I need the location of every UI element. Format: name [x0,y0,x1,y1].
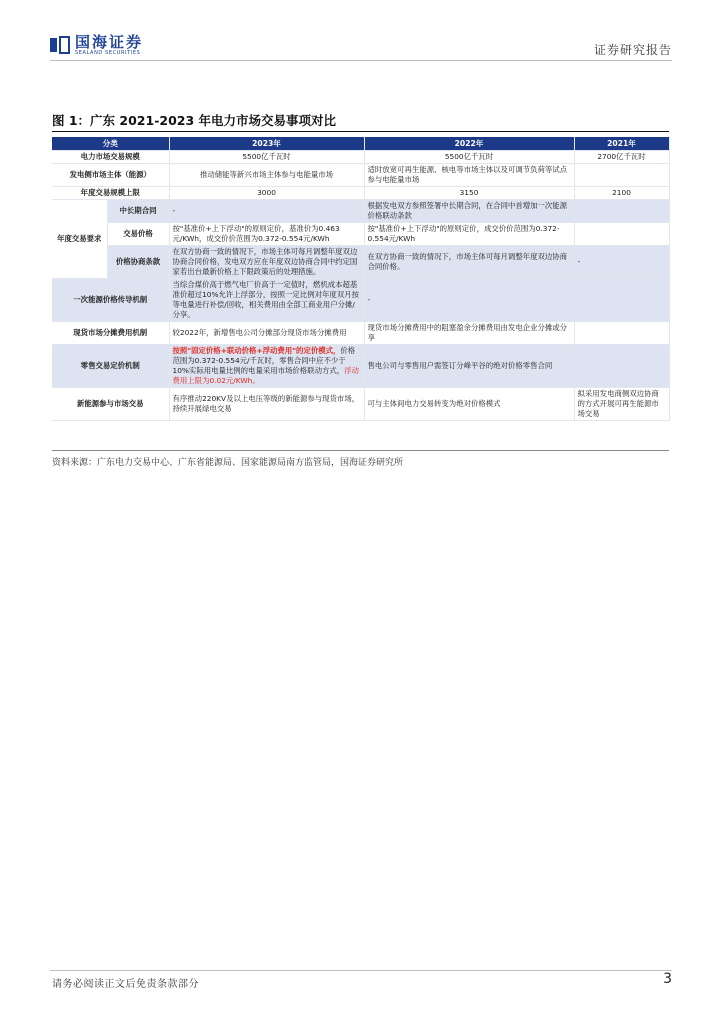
cell-2021 [574,200,669,223]
cell-2023: 按"基准价+上下浮动"的原则定价，基准价为0.463元/KWh，成交价价范围为0.372-0.554元/KWh [169,223,364,246]
row-label: 新能源参与市场交易 [52,388,169,421]
cell-2023: 有序推动220KV及以上电压等级的新能源参与现货市场，持续开展绿电交易 [169,388,364,421]
cell-2023: 当综合煤价高于燃气电厂价高于一定值时，燃机成本超基准价超过10%允许上浮部分，按照一定比例对年度双月按等电量进行补偿/回收，相关费用由全部工商业用户分摊/分享。 [169,279,364,322]
source-divider [52,450,669,451]
cell-2022: 现货市场分摊费用中的阻塞盈余分摊费用由发电企业分摊或分享 [364,322,574,345]
cell-2021: 2700亿千瓦时 [574,151,669,164]
row-label: 中长期合同 [107,200,169,223]
table-row [52,246,669,279]
report-type: 证券研究报告 [593,43,672,57]
brand-logo [50,34,143,56]
cell-2023: 3000 [169,187,364,200]
cell-2021: - [574,246,669,279]
row-label: 现货市场分摊费用机制 [52,322,169,345]
cell-2021 [574,322,669,345]
row-label: 年度交易规模上限 [52,187,169,200]
table-row [52,200,669,223]
cell-2023 [169,345,364,388]
cell-2021 [574,345,669,388]
footer-divider [50,970,672,971]
header-2021: 2021年 [574,137,669,151]
cell-2023: 5500亿千瓦时 [169,151,364,164]
cell-2021 [574,223,669,246]
row-label: 发电侧市场主体（能源） [52,164,169,187]
row-label: 交易价格 [107,223,169,246]
group-label: 年度交易要求 [52,200,107,279]
brand-name-en: SEALAND SECURITIES [75,50,141,56]
cell-2023: 推动储能等新兴市场主体参与电能量市场 [169,164,364,187]
cell-2022: - [364,279,574,322]
cell-2021: 拟采用发电商侧双边协商的方式开展可再生能源市场交易 [574,388,669,421]
header-category: 分类 [52,137,169,151]
table-row [52,345,669,388]
row-label: 电力市场交易规模 [52,151,169,164]
retail-pricing-mode: 按照"固定价格+联动价格+浮动费用"的定价模式， [172,346,341,355]
row-label: 价格协商条款 [107,246,169,279]
cell-2023: 在双方协商一致的情况下，市场主体可每月调整年度双边协商合同价格，发电双方应在年度双边协商合同中约定国家若出台最新价格上下限政策后的处理措施。 [169,246,364,279]
comparison-table [52,137,670,421]
figure-title: 图 1：广东 2021-2023 年电力市场交易事项对比 [52,113,337,128]
cell-2022: 按"基准价+上下浮动"的原则定价，成交价价范围为0.372-0.554元/KWh [364,223,574,246]
table-row [52,187,669,200]
brand-name-cn: 国海证券 [75,33,144,51]
cell-2023: - [169,200,364,223]
disclaimer-note: 请务必阅读正文后免责条款部分 [52,979,199,990]
cell-2021: 2100 [574,187,669,200]
cell-2022: 5500亿千瓦时 [364,151,574,164]
row-label: 零售交易定价机制 [52,345,169,388]
cell-2022: 适时放宽可再生能源、核电等市场主体以及可调节负荷等试点参与电能量市场 [364,164,574,187]
cell-2022: 根据发电双方参照签署中长期合同，在合同中首增加一次能源价格联动条款 [364,200,574,223]
table-row [52,223,669,246]
cell-2022: 可与主体间电力交易转变为绝对价格模式 [364,388,574,421]
table-row [52,388,669,421]
header-2023: 2023年 [169,137,364,151]
retail-float-cap: 浮动费用上限为0.02元/KWh。 [172,366,359,385]
cell-2021 [574,164,669,187]
cell-2022: 售电公司与零售用户需签订分峰平谷的绝对价格零售合同 [364,345,574,388]
table-row [52,322,669,345]
table-row [52,164,669,187]
table-header-row [52,137,669,151]
row-label: 一次能源价格传导机制 [52,279,169,322]
retail-price-range: 价格范围为0.372-0.554元/千瓦时，零售合同中应不少于10%实际用电量比例的电量采用市场价格联动方式， [172,346,356,375]
table-row [52,279,669,322]
cell-2022: 在双方协商一致的情况下，市场主体可每月调整年度双边协商合同价格。 [364,246,574,279]
title-divider [52,131,669,132]
page-number: 3 [663,971,672,987]
cell-2021 [574,279,669,322]
source-note: 资料来源：广东电力交易中心、广东省能源局、国家能源局南方监管局，国海证券研究所 [52,458,404,468]
cell-2023: 较2022年，新增售电公司分摊部分现货市场分摊费用 [169,322,364,345]
table-row [52,151,669,164]
header-divider [50,60,672,61]
logo-icon [50,36,70,54]
header-2022: 2022年 [364,137,574,151]
cell-2022: 3150 [364,187,574,200]
